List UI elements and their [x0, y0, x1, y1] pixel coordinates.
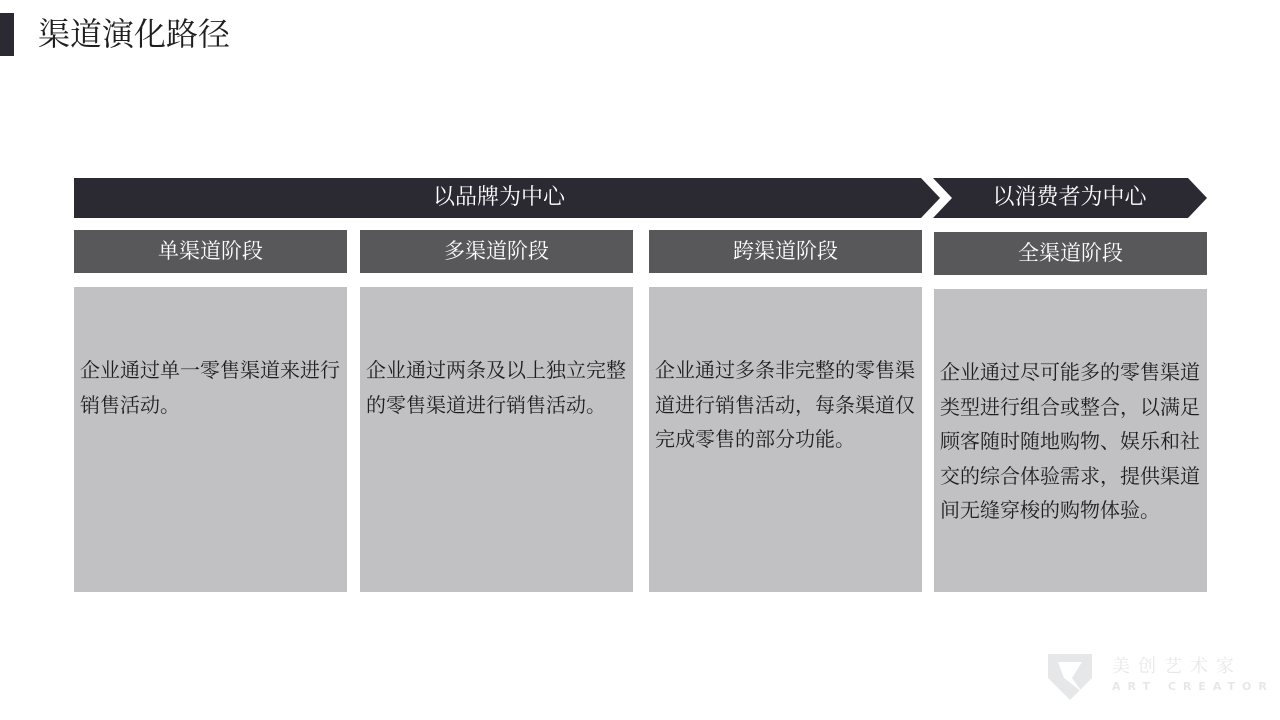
stage-description-cross-channel: 企业通过多条非完整的零售渠道进行销售活动，每条渠道仅完成零售的部分功能。 — [655, 358, 915, 451]
stage-header-single-channel: 单渠道阶段 — [74, 230, 347, 273]
stage-description-single-channel: 企业通过单一零售渠道来进行销售活动。 — [80, 358, 340, 417]
watermark-logo — [1042, 648, 1274, 704]
band-brand-label: 以品牌为中心 — [432, 185, 565, 210]
band-consumer-label: 以消费者为中心 — [992, 185, 1147, 210]
stage-header-omni-channel: 全渠道阶段 — [934, 232, 1207, 275]
stage-box-multi-channel — [360, 287, 633, 592]
stage-header-cross-channel: 跨渠道阶段 — [649, 230, 922, 273]
shield-logo-icon — [1042, 648, 1098, 704]
band-consumer-centered — [933, 178, 1207, 218]
band-brand-centered — [74, 178, 940, 218]
watermark-text-cn: 美创艺术家 — [1112, 656, 1242, 677]
stage-box-single-channel — [74, 287, 347, 592]
slide-title: 渠道演化路径 — [38, 15, 231, 53]
stage-description-multi-channel: 企业通过两条及以上独立完整的零售渠道进行销售活动。 — [366, 358, 626, 417]
stage-header-multi-channel: 多渠道阶段 — [360, 230, 633, 273]
stage-description-omni-channel: 企业通过尽可能多的零售渠道类型进行组合或整合，以满足顾客随时随地购物、娱乐和社交的综合体验需求，提供渠道间无缝穿梭的购物体验。 — [940, 360, 1200, 522]
stage-box-cross-channel — [649, 287, 922, 592]
title-accent-bar — [0, 13, 14, 56]
watermark-text-en: ART CREATOR — [1112, 680, 1274, 693]
stage-box-omni-channel — [934, 289, 1207, 592]
